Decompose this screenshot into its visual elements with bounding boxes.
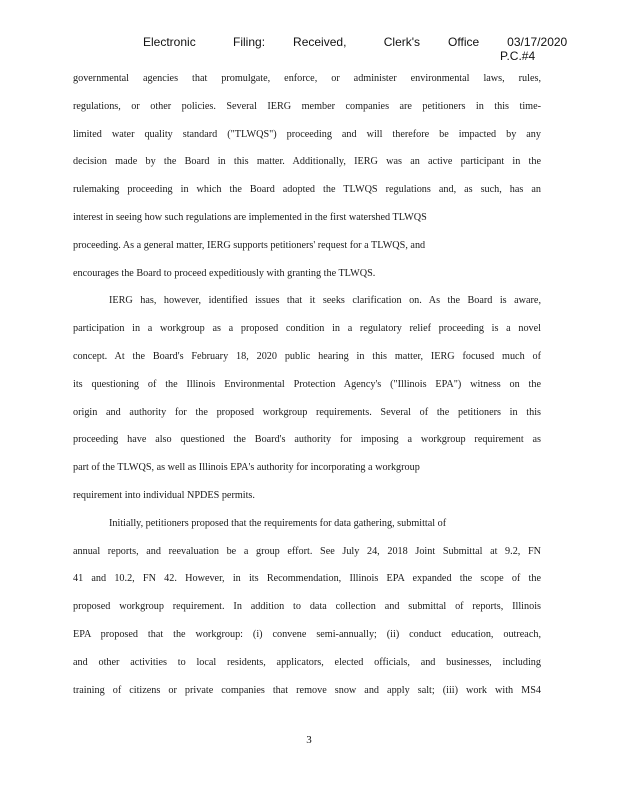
text-line: proposed workgroup requirement. In addition to data collection and submittal of reports, Illinois [73, 601, 541, 613]
paragraph [73, 517, 541, 712]
text-line: and other activities to local residents, applicators, elected officials, and businesses, including [73, 656, 541, 668]
text-line: proceeding have also questioned the Board's authority for imposing a workgroup requirement as [73, 434, 541, 446]
filing-stamp: Electronic Filing: Received, Clerk's Office 03/17/2020 [143, 35, 568, 49]
text-line: 41 and 10.2, FN 42. However, in its Recommendation, Illinois EPA expanded the scope of the [73, 573, 541, 585]
text-line: encourages the Board to proceed expeditiously with granting the TLWQS. [73, 267, 376, 279]
text-line: EPA proposed that the workgroup: (i) convene semi-annually; (ii) conduct education, outreach, [73, 628, 541, 640]
paragraph [73, 294, 541, 516]
text-line: training of citizens or private companies that remove snow and apply salt; (iii) work with MS4 [73, 684, 541, 696]
text-line: requirement into individual NPDES permits. [73, 489, 255, 501]
public-comment-number: P.C.#4 [500, 49, 536, 63]
text-line: regulations, or other policies. Several IERG member companies are petitioners in this time- [73, 100, 541, 112]
text-line: governmental agencies that promulgate, enforce, or administer environmental laws, rules, [73, 73, 541, 84]
text-line: concept. At the Board's February 18, 2020 public hearing in this matter, IERG focused much of [73, 350, 541, 362]
text-line: part of the TLWQS, as well as Illinois EPA's authority for incorporating a workgroup [73, 462, 420, 474]
text-line: its questioning of the Illinois Environmental Protection Agency's ("Illinois EPA") witness on the [73, 378, 541, 390]
text-line: limited water quality standard ("TLWQS") proceeding and will therefore be impacted by any [73, 128, 541, 140]
text-line: IERG has, however, identified issues that it seeks clarification on. As the Board is aware, [109, 295, 541, 307]
text-line: annual reports, and reevaluation be a group effort. See July 24, 2018 Joint Submittal at 9.2, FN [73, 545, 541, 557]
text-line: Initially, petitioners proposed that the requirements for data gathering, submittal of [109, 517, 447, 529]
text-line: interest in seeing how such regulations are implemented in the first watershed TLWQS [73, 211, 427, 223]
text-line: decision made by the Board in this matter. Additionally, IERG was an active participant in the [73, 156, 541, 168]
text-line: participation in a workgroup as a proposed condition in a regulatory relief proceeding is a novel [73, 323, 541, 335]
paragraph [73, 72, 541, 294]
document-body [73, 72, 541, 711]
text-line: origin and authority for the proposed workgroup requirements. Several of the petitioners in this [73, 406, 541, 418]
text-line: proceeding. As a general matter, IERG supports petitioners' request for a TLWQS, and [73, 239, 426, 251]
page-number: 3 [306, 734, 312, 746]
text-line: rulemaking proceeding in which the Board adopted the TLWQS regulations and, as such, has an [73, 184, 541, 196]
filing-header [0, 21, 618, 77]
